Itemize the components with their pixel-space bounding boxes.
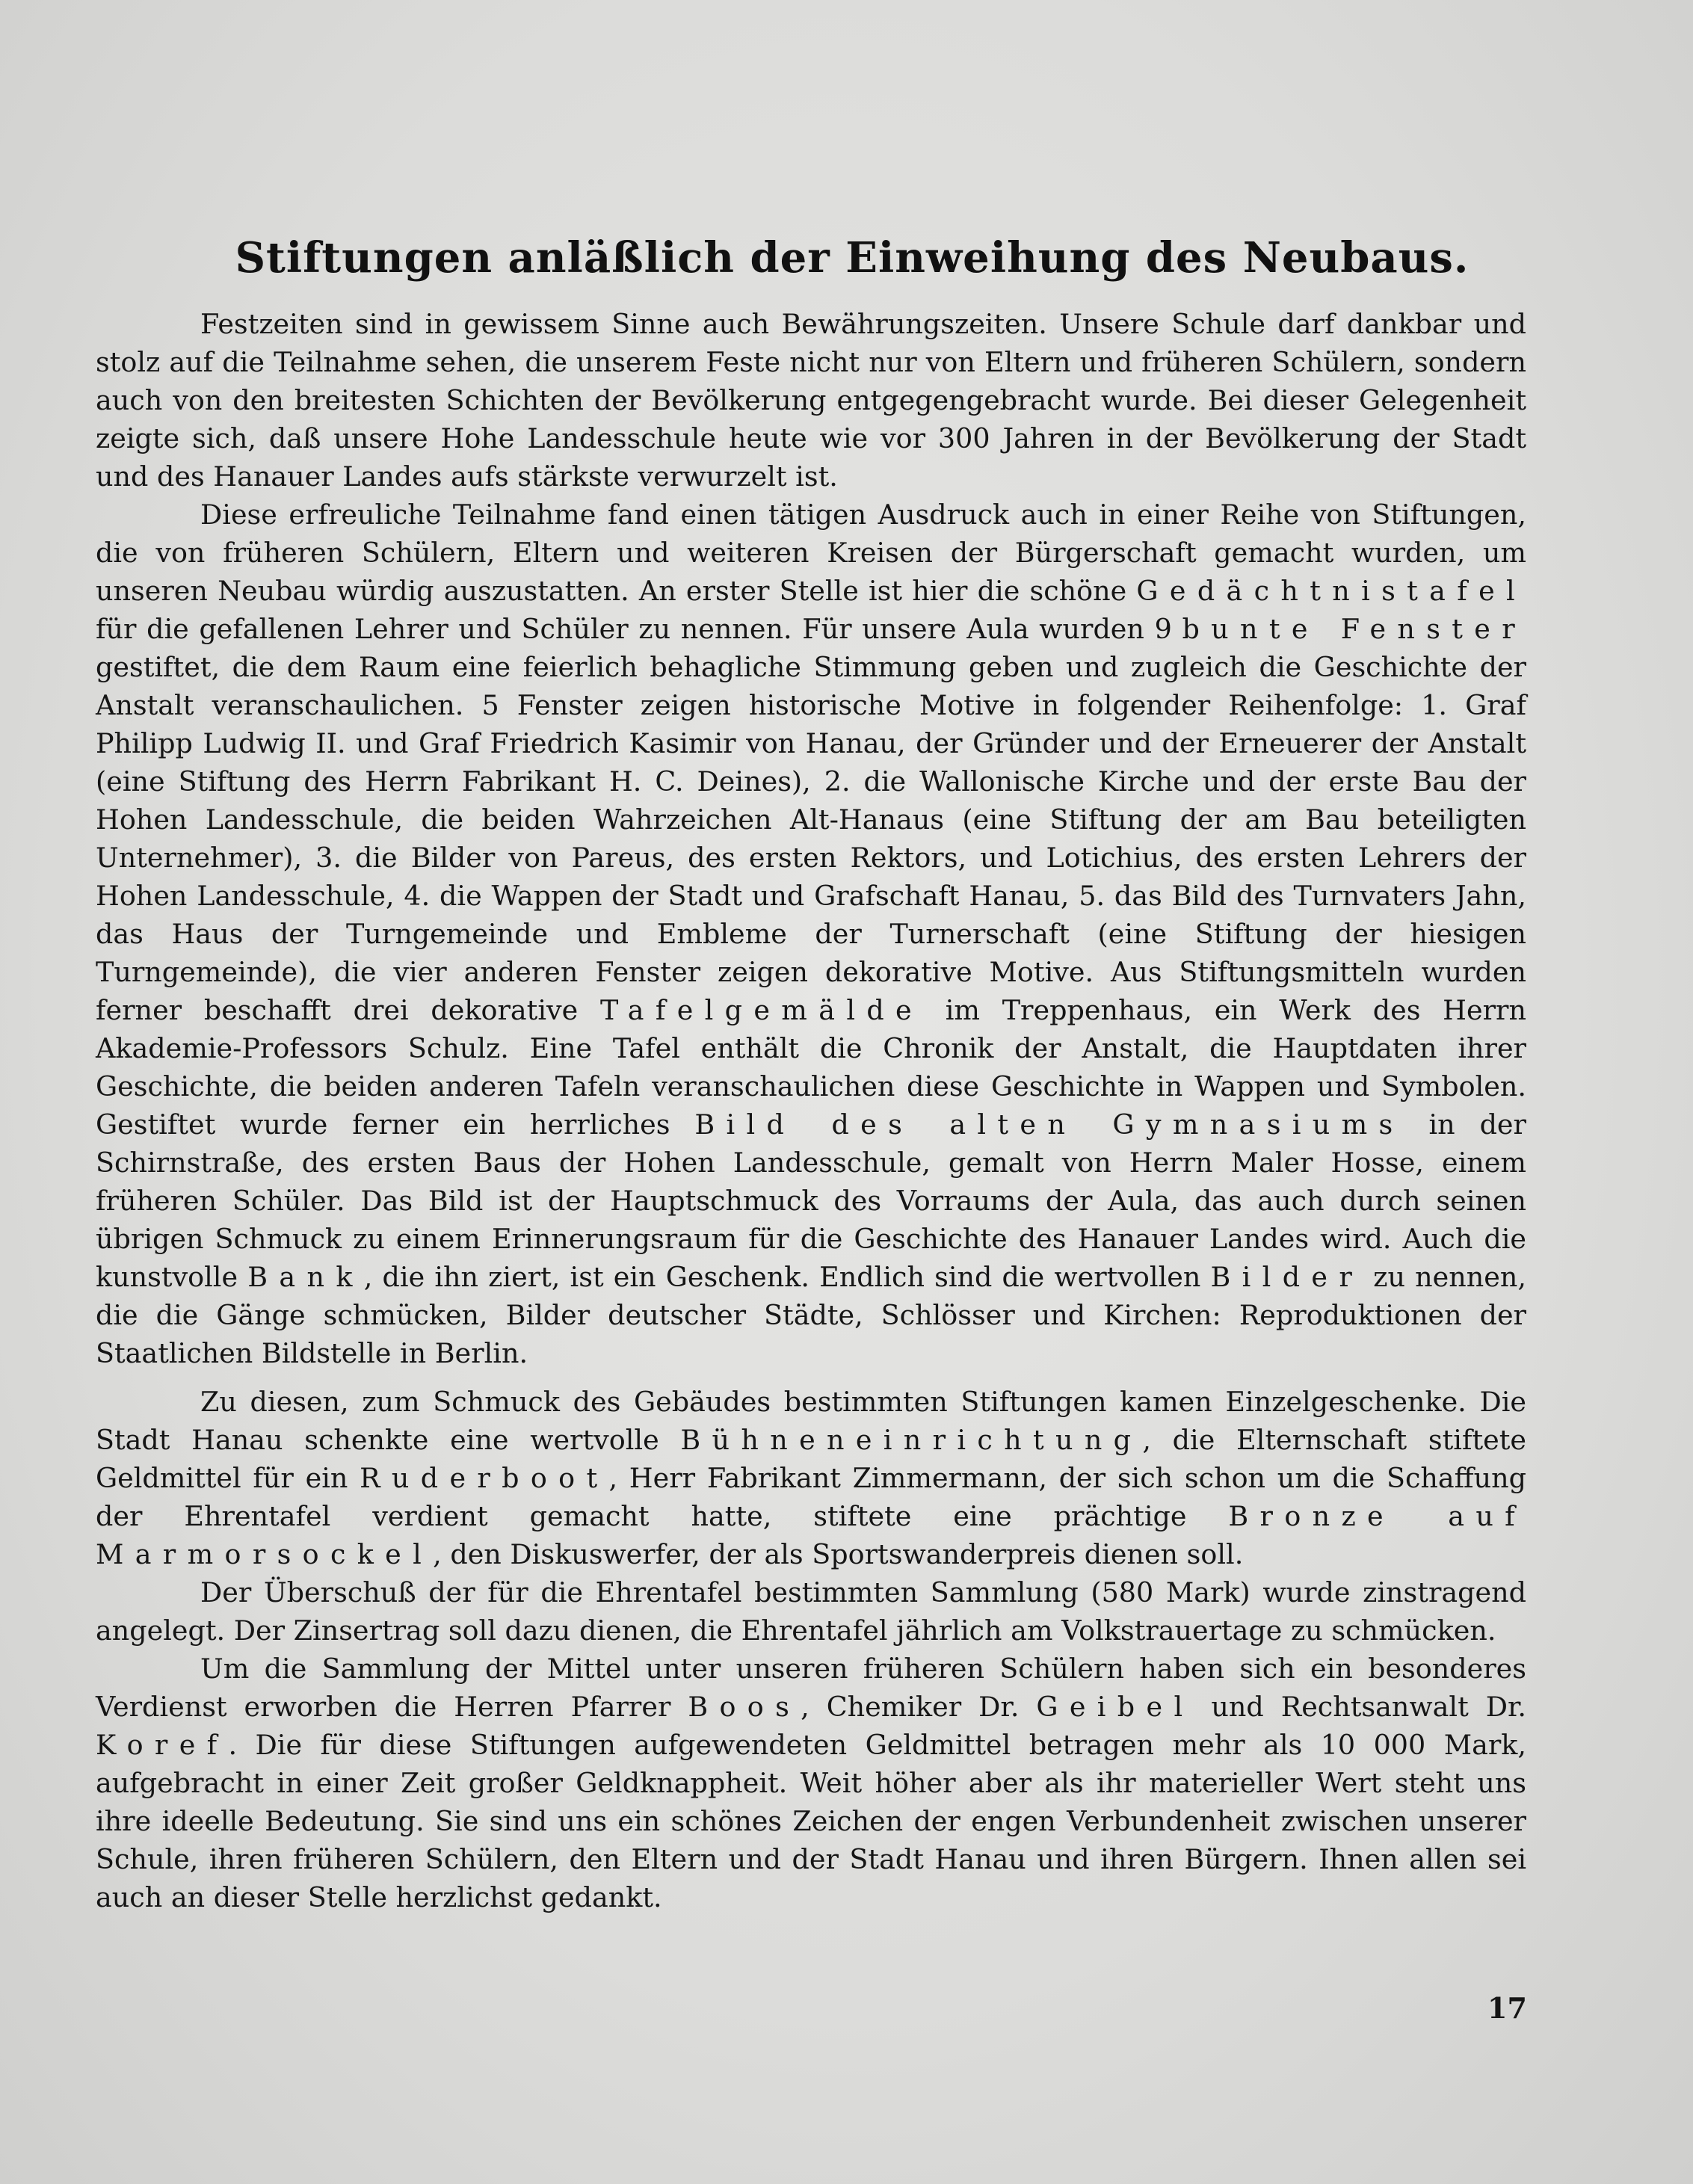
text-run: Der Überschuß der für die Ehrentafel bestimmten Sammlung (580 Mark) wurde zinstragend angelegt. Der Zinsertrag soll dazu dienen, die Ehrentafel jährlich am Volkstrauertage zu schmücken.	[96, 1576, 1526, 1647]
text-run: Zu diesen, zum Schmuck des Gebäudes bestimmten Stiftungen kamen Einzelgeschenke. Die Stadt Hanau schenkte eine wertvolle	[96, 1386, 1526, 1456]
spaced-emphasis: Boos	[688, 1691, 801, 1723]
text-run: in der Schirnstraße, des ersten Baus der Hohen Landesschule, gemalt von Herrn Maler Hosse, einem früheren Schüler. Das Bild ist der Hauptschmuck des Vorraums der Aula, das auch durch seinen übrigen Schmuck zu einem Erinnerungsraum für die Geschichte des Hanauer Landes wird. Auch die kunstvolle	[96, 1108, 1526, 1293]
spaced-emphasis: Gedächtnistafel	[1136, 575, 1526, 607]
page-title: Stiftungen anläßlich der Einweihung des Neubaus.	[235, 233, 1470, 283]
text-run: für die gefallenen Lehrer und Schüler zu nennen. Für unsere Aula wurden 9	[96, 613, 1182, 645]
spaced-emphasis: bunte Fenster	[1182, 613, 1526, 645]
body-text	[96, 305, 1526, 1916]
text-run: . Die für diese Stiftungen aufgewendeten Geldmittel betragen mehr als 10 000 Mark, aufgebracht in einer Zeit großer Geldknappheit. Weit höher aber als ihr materieller Wert steht uns ihre ideelle Bedeutung. Sie sind uns ein schönes Zeichen der engen Verbundenheit zwischen unserer Schule, ihren früheren Schülern, den Eltern und der Stadt Hanau und ihren Bürgern. Ihnen allen sei auch an dieser Stelle herzlichst gedankt.	[96, 1729, 1526, 1913]
text-run: gestiftet, die dem Raum eine feierlich behagliche Stimmung geben und zugleich die Geschichte der Anstalt veranschaulichen. 5 Fenster zeigen historische Motive in folgender Reihenfolge: 1. Graf Philipp Ludwig II. und Graf Friedrich Kasimir von Hanau, der Gründer und der Erneuerer der Anstalt (eine Stiftung des Herrn Fabrikant H. C. Deines), 2. die Wallonische Kirche und der erste Bau der Hohen Landesschule, die beiden Wahrzeichen Alt-Hanaus (eine Stiftung der am Bau beteiligten Unternehmer), 3. die Bilder von Pareus, des ersten Rektors, und Lotichius, des ersten Lehrers der Hohen Landesschule, 4. die Wappen der Stadt und Grafschaft Hanau, 5. das Bild des Turnvaters Jahn, das Haus der Turngemeinde und Embleme der Turnerschaft (eine Stiftung der hiesigen Turngemeinde), die vier anderen Fenster zeigen dekorative Motive. Aus Stiftungsmitteln wurden ferner beschafft drei dekorative	[96, 651, 1526, 1026]
spaced-emphasis: Tafelgemälde	[599, 994, 923, 1026]
spaced-emphasis: Bild des alten Gymnasiums	[694, 1108, 1404, 1141]
paragraph-5	[96, 1650, 1526, 1916]
text-run: Festzeiten sind in gewissem Sinne auch Bewährungszeiten. Unsere Schule darf dankbar und stolz auf die Teilnahme sehen, die unserem Feste nicht nur von Eltern und früheren Schülern, sondern auch von den breitesten Schichten der Bevölkerung entgegengebracht wurde. Bei dieser Gelegenheit zeigte sich, daß unsere Hohe Landesschule heute wie vor 300 Jahren in der Bevölkerung der Stadt und des Hanauer Landes aufs stärkste verwurzelt ist.	[96, 308, 1526, 493]
spaced-emphasis: Bilder	[1210, 1261, 1364, 1293]
text-run: , Herr Fabrikant Zimmermann, der sich schon um die Schaffung der Ehrentafel verdient gemacht hatte, stiftete eine prächtige	[96, 1462, 1526, 1532]
spaced-emphasis: Bühneneinrichtung	[680, 1424, 1143, 1456]
text-run: , den Diskuswerfer, der als Sportswanderpreis dienen soll.	[433, 1538, 1244, 1570]
text-run: und Rechtsanwalt Dr.	[1194, 1691, 1526, 1723]
spaced-emphasis: Koref	[96, 1729, 229, 1761]
spaced-emphasis: Ruderboot	[360, 1462, 609, 1494]
text-run: Um die Sammlung der Mittel unter unseren früheren Schülern haben sich ein besonderes Verdienst erworben die Herren Pfarrer	[96, 1653, 1526, 1723]
text-run: zu nennen, die die Gänge schmücken, Bilder deutscher Städte, Schlösser und Kirchen: Reproduktionen der Staatlichen Bildstelle in Berlin.	[96, 1261, 1526, 1369]
text-run: im Treppenhaus, ein Werk des Herrn Akademie-Professors Schulz. Eine Tafel enthält die Chronik der Anstalt, die Hauptdaten ihrer Geschichte, die beiden anderen Tafeln veranschaulichen diese Geschichte in Wappen und Symbolen. Gestiftet wurde ferner ein herrliches	[96, 994, 1526, 1141]
text-run: , die ihn ziert, ist ein Geschenk. Endlich sind die wertvollen	[363, 1261, 1211, 1293]
spaced-emphasis: Bronze auf Marmorsockel	[96, 1500, 1527, 1570]
spaced-emphasis: Geibel	[1036, 1691, 1194, 1723]
spaced-emphasis: Bank	[247, 1261, 364, 1293]
text-run: , Chemiker Dr.	[801, 1691, 1037, 1723]
text-run: , die Elternschaft stiftete Geldmittel für ein	[96, 1424, 1527, 1494]
page-number: 17	[1487, 1991, 1527, 2025]
paragraph-2	[96, 496, 1526, 1372]
text-run: Diese erfreuliche Teilnahme fand einen tätigen Ausdruck auch in einer Reihe von Stiftungen, die von früheren Schülern, Eltern und weiteren Kreisen der Bürgerschaft gemacht wurden, um unseren Neubau würdig auszustatten. An erster Stelle ist hier die schöne	[96, 499, 1526, 607]
paragraph-3	[96, 1383, 1526, 1573]
paragraph-4	[96, 1573, 1526, 1650]
paragraph-1	[96, 305, 1526, 496]
